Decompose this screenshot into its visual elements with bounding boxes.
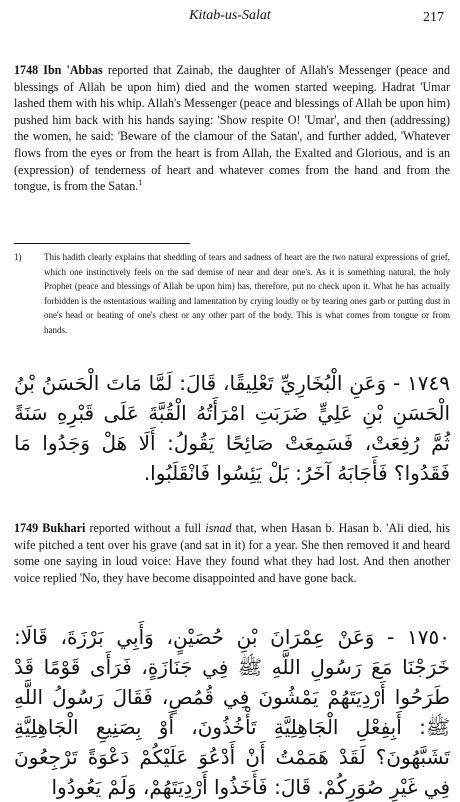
isnad-term: isnad — [205, 521, 232, 535]
footnote — [14, 250, 450, 338]
hadith-1749 — [14, 520, 450, 586]
arabic-text-1749: ١٧٤٩ - وَعَنِ الْبُخَارِيِّ تَعْلِيقًا، قَالَ: لَمَّا مَاتَ الْحَسَنُ بْنُ الْحَسَنِ بْنِ عَلِيٍّ ضَرَبَتِ امْرَأَتُهُ الْقُبَّةَ عَلَى قَبْرِهِ سَنَةً ثُمَّ رُفِعَتْ، فَسَمِعَتْ صَائِحًا يَقُولُ: أَلَا هَلْ وَجَدُوا مَا فَقَدُوا؟ فَأَجَابَهُ آخَرُ: بَلْ يَئِسُوا فَانْقَلَبُوا. — [14, 371, 450, 485]
hadith-1748 — [14, 62, 450, 195]
running-header-title: Kitab-us-Salat — [189, 8, 271, 23]
hadith-number: 1748 — [14, 63, 39, 77]
footnote-marker: 1) — [14, 252, 22, 262]
page-number: 217 — [423, 10, 444, 25]
hadith-number: 1749 — [14, 521, 39, 535]
narrator-name: Bukhari — [42, 521, 86, 535]
narrator-name: Ibn 'Abbas — [43, 63, 103, 77]
arabic-text-1750: ١٧٥٠ - وَعَنْ عِمْرَانَ بْنِ حُصَيْنٍ، وَأَبِي بَرْزَةَ، قَالَا: خَرَجْنَا مَعَ رَسُولِ اللَّهِ ﷺ فِي جَنَازَةٍ، فَرَأَى قَوْمًا قَدْ طَرَحُوا أَرْدِيَتَهُمْ يَمْشُونَ فِي قُمُصٍ، فَقَالَ رَسُولُ اللَّهِ ﷺ: أَبِفِعْلِ الْجَاهِلِيَّةِ تَأْخُذُونَ، أَوْ بِصَنِيعِ الْجَاهِلِيَّةِ تَشَبَّهُونَ؟ لَقَدْ هَمَمْتُ أَنْ أَدْعُوَ عَلَيْكُمْ دَعْوَةً تَرْجِعُونَ فِي غَيْرِ صُوَرِكُمْ. قَالَ: فَأَخَذُوا أَرْدِيَتَهُمْ، وَلَمْ يَعُودُوا — [14, 625, 450, 799]
hadith-text: reported that Zainab, the daughter of Allah's Messenger (peace and blessings of Allah be upon him) died and the women started weeping. Hadrat 'Umar lashed them with his whip. Allah's Messenger (peace and blessings of Allah be upon him) pushed him back with his hands saying: 'Show respite O! 'Umar', and then (addressing) the women, he said: 'Beware of the clamour of the Satan', and further added, 'Whatever flows from the eyes or from the heart is from Allah, the Exalted and Glorious, and is an (expression) of tenderness of heart and whatever comes from the hand and from the tongue, is from the Satan. — [14, 63, 450, 194]
footnote-reference[interactable]: 1 — [138, 178, 143, 188]
footnote-text: This hadith clearly explains that shedding of tears and sadness of heart are the two natural expressions of grief, which one instinctively feels on the sad demise of near and dear one's. As it is something natural, the holy Prophet (peace and blessings of Allah be upon him) has, therefore, put no check upon it. What he has actually forbidden is the ostentatious wailing and lamentation by crying loudly or by tearing ones garb or putting dust in one's head or beating of one's chest or any other part of the body. This is what comes from tongue or from hands. — [44, 252, 450, 335]
footnote-divider — [14, 243, 190, 244]
hadith-text-part-1: reported without a full — [89, 521, 202, 535]
hadith-text-part-2: that, when Hasan b. Hasan b. 'Ali died, his wife pitched a tent over his grave (and sat in it) for a year. She then removed it and heard some one saying in loud voice: Have they found what they had lost. And then another voice replied 'No, they have become disappointed and have gone back. — [14, 521, 450, 585]
